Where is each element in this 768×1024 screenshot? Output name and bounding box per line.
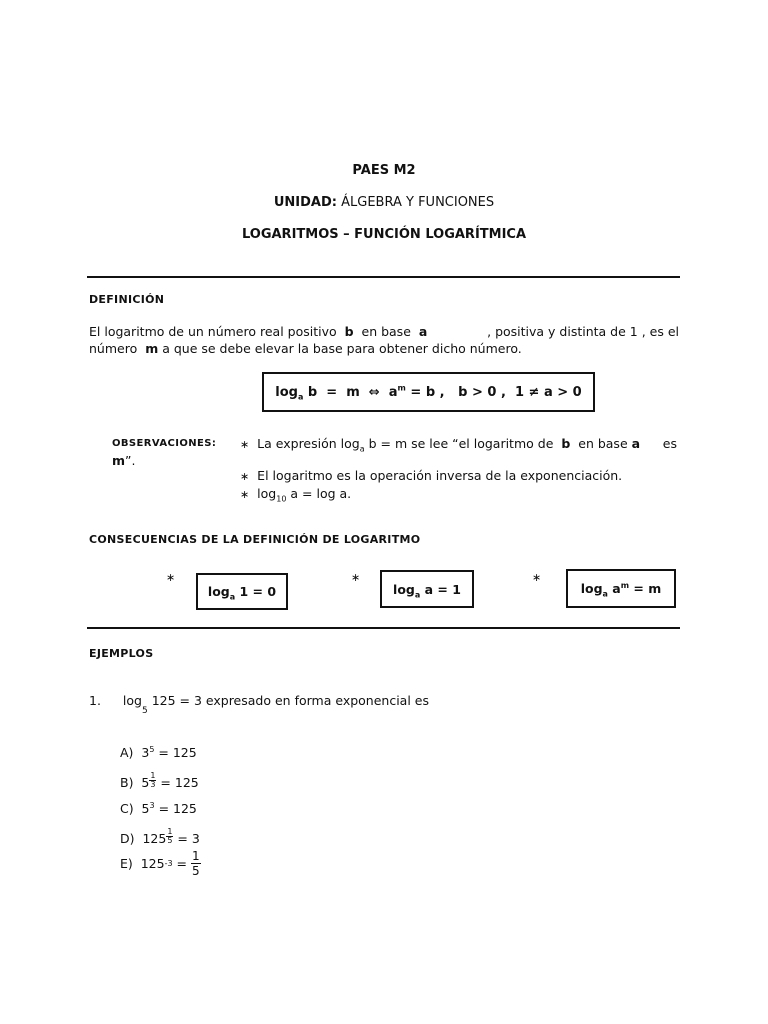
- unit-label: UNIDAD:: [273, 195, 337, 210]
- definition-paragraph: [89, 323, 679, 357]
- definition-formula: $\log_a b = m$ ⇔ $a^m = b$ , b > 0 , 1 ≠ a > 0: [275, 383, 582, 402]
- examples-heading: EJEMPLOS: [89, 647, 154, 660]
- bullet-icon: ∗: [240, 470, 250, 483]
- divider: [87, 627, 680, 629]
- option-e[interactable]: E) 125 -3 = $\frac{1}{5}$: [120, 849, 200, 878]
- option-d[interactable]: D) 125 $\frac{1}{5}$ = 3: [120, 826, 200, 846]
- observation-1-continued: m”.: [112, 453, 136, 468]
- question-1: 1. $\log_5 125 = 3$ expresado en forma exponencial es: [89, 693, 429, 716]
- observation-3: ∗ $\log_{10} a = \log a$.: [240, 486, 352, 504]
- divider: [87, 276, 680, 278]
- unit-value: ÁLGEBRA Y FUNCIONES: [341, 195, 495, 210]
- unit-line: [0, 195, 768, 210]
- document-title: PAES M2: [352, 163, 416, 178]
- bullet-icon: ∗: [532, 571, 542, 584]
- topic-title: LOGARITMOS – FUNCIÓN LOGARÍTMICA: [241, 227, 527, 242]
- definition-line-2: número m a que se debe elevar la base para obtener dicho número.: [89, 341, 522, 356]
- observations-label: OBSERVACIONES:: [112, 438, 217, 449]
- consequence-formula-2: $\log_a a = 1$: [393, 581, 461, 599]
- bullet-icon: ∗: [166, 571, 176, 584]
- definition-formula-box: [262, 372, 595, 412]
- option-b[interactable]: B) 5 $\frac{1}{3}$ = 125: [120, 770, 199, 790]
- consequences-heading: CONSECUENCIAS DE LA DEFINICIÓN DE LOGARITMO: [89, 533, 421, 546]
- question-number: 1.: [89, 693, 101, 708]
- consequence-box-1: [196, 573, 288, 610]
- option-a[interactable]: A) $3^5 = 125$: [120, 744, 197, 760]
- option-c[interactable]: C) $5^3 = 125$: [120, 800, 197, 816]
- consequence-box-3: [566, 569, 676, 608]
- observation-1: ∗ La expresión $\log_a b = m$ se lee “el logaritmo de b en base a es: [240, 436, 677, 454]
- bullet-icon: ∗: [240, 488, 250, 501]
- bullet-icon: ∗: [240, 438, 250, 451]
- definition-line-1: El logaritmo de un número real positivo b en base a , positiva y distinta de 1 , es el: [89, 324, 679, 339]
- definition-heading: DEFINICIÓN: [89, 293, 165, 306]
- observation-2: ∗ El logaritmo es la operación inversa de la exponenciación.: [240, 468, 623, 483]
- consequence-box-2: [380, 570, 474, 608]
- consequence-formula-1: $\log_a 1 = 0$: [207, 584, 277, 602]
- consequence-formula-3: $\log_a a^m = m$: [580, 580, 662, 599]
- bullet-icon: ∗: [351, 571, 361, 584]
